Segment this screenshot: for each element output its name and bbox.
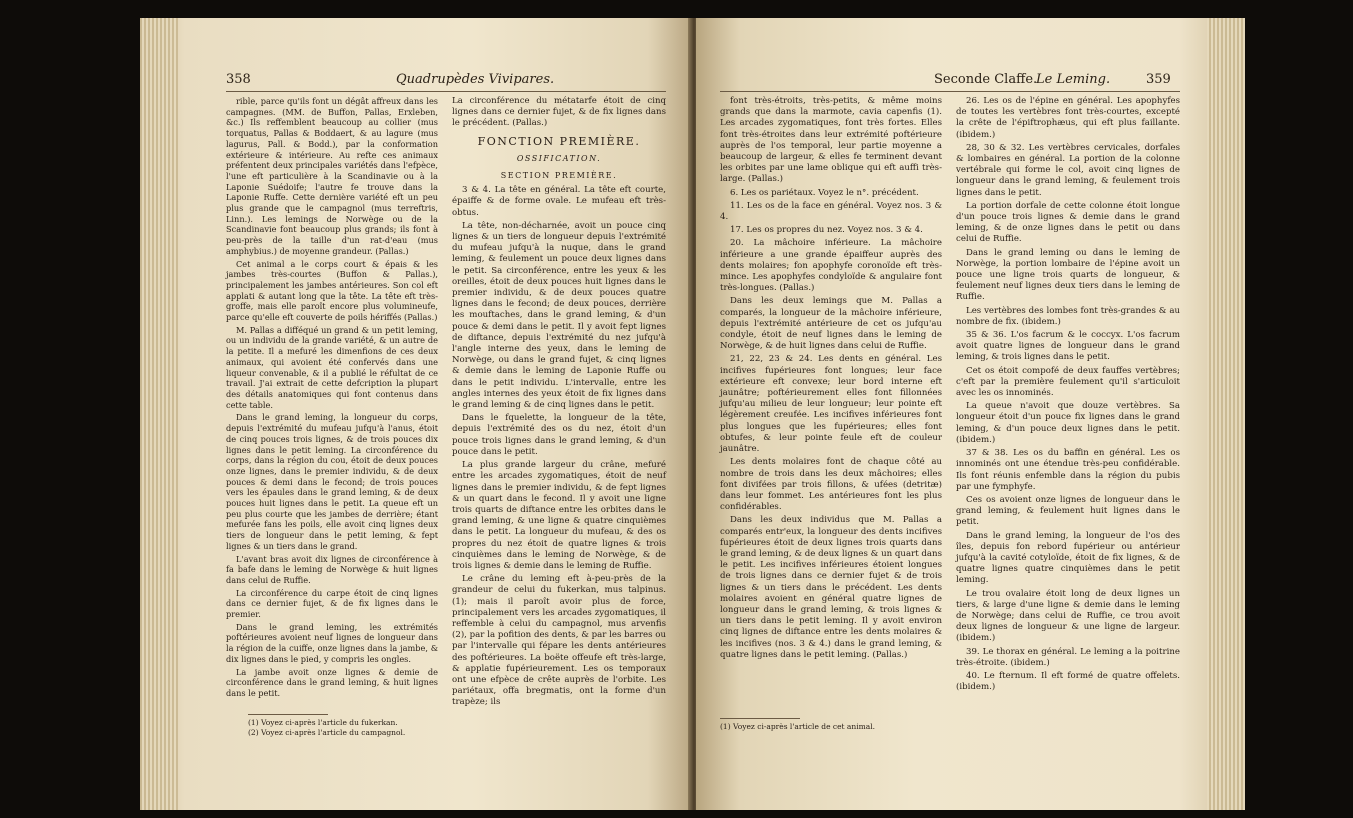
paragraph: font très-étroits, très-petits, & même moins grands que dans la marmote, cavia capenfis (1). Les arcades zygomatiques, font très fortes. Elles font très-étroites dans leur extrémité poftérieure auprès de l'os temporal, leur partie moyenne a beaucoup de largeur, & elles fe terminent devant les orbites par une lame oblique qui eft auffi très-large. (Pallas.): [720, 96, 942, 185]
paragraph: Dans le grand leming, la longueur de l'os des îles, depuis fon rebord fupérieur ou antérieur jufqu'à la cavité cotyloïde, étoit de fix lignes, & de quatre lignes quatre cinquièmes dans le petit leming.: [956, 530, 1180, 586]
paragraph: La queue n'avoit que douze vertèbres. Sa longueur étoit d'un pouce fix lignes dans le grand leming, & d'un pouce deux lignes dans le petit. (ibidem.): [956, 401, 1180, 445]
left-running-title: Quadrupèdes Vivipares.: [396, 72, 555, 87]
footnote: (2) Voyez ci-après l'article du campagnol.: [248, 727, 406, 737]
paragraph: Dans le grand leming, la longueur du corps, depuis l'extrémité du mufeau jufqu'à l'anus, étoit de cinq pouces trois lignes, & de trois pouces dix lignes dans le petit leming. La circonférence du corps, dans la région du cou, étoit de deux pouces onze lignes, dans le premier individu, & de deux pouces & demi dans le fecond; de trois pouces vers les épaules dans le grand leming, & de deux pouces huit lignes dans le petit. La queue eft un peu plus courte que les jambes de derrière; étant mefurée fans les poils, elle avoit cinq lignes deux tiers de longueur dans le petit leming, & fept lignes & un tiers dans le grand.: [226, 412, 438, 551]
left-column-1: [226, 96, 438, 701]
paragraph: La tête, non-décharnée, avoit un pouce cinq lignes & un tiers de longueur depuis l'extrémité du mufeau jufqu'à la nuque, dans le grand leming, & feulement un pouce deux lignes dans le petit. Sa circonférence, entre les yeux & les oreilles, étoit de deux pouces huit lignes dans le premier individu, & de deux pouces quatre lignes dans le fecond; de deux pouces, derrière les mouftaches, dans le grand leming, & d'un pouce & demi dans le petit. Il y avoit fept lignes de diftance, depuis l'extrémité du nez jufqu'à l'angle interne des yeux, dans le leming de Norwège, ou dans le grand fujet, & cinq lignes & demie dans le leming de Laponie Ruffe ou dans le petit individu. L'intervalle, entre les angles internes des yeux étoit de fix lignes dans le grand leming & de cinq lignes dans le petit.: [452, 220, 666, 411]
right-running-title: Le Leming.: [1036, 72, 1111, 87]
paragraph: 3 & 4. La tête en général. La tête eft courte, épaiffe & de forme ovale. Le mufeau eft très-obtus.: [452, 185, 666, 218]
left-page-edge: [140, 18, 178, 810]
right-footnote-rule: [720, 718, 800, 719]
right-column-1: [720, 96, 942, 663]
left-running-head: [226, 72, 666, 87]
paragraph: rible, parce qu'ils font un dégât affreux dans les campagnes. (MM. de Buffon, Pallas, Erxleben, &c.) Ils reffemblent beaucoup au collier (mus torquatus, Pallas & Boddaert, & au lagure (mus lagurus, Pall. & Bodd.), par la conformation extérieure & intérieure. Au refte ces animaux préfentent deux principales variétés dans l'efpèce, l'une eft particulière à la Scandinavie ou à la Laponie Suédoife; l'autre fe trouve dans la Laponie Ruffe. Cette dernière variété eft un peu plus grande que le campagnol (mus terreftris, Linn.). Les lemings de Norwège ou de la Scandinavie font beaucoup plus grands; ils font à peu-près de la taille d'un rat-d'eau (mus amphybius.) de moyenne grandeur. (Pallas.): [226, 96, 438, 256]
left-head-rule: [226, 91, 666, 92]
paragraph: Cet os étoit compofé de deux fauffes vertèbres; c'eft par la première feulement qu'il s'articuloit avec les os innominés.: [956, 365, 1180, 399]
paragraph: Le trou ovalaire étoit long de deux lignes un tiers, & large d'une ligne & demie dans le leming de Norwège; dans celui de Ruffie, ce trou avoit deux lignes de longueur & une ligne de largeur. (ibidem.): [956, 588, 1180, 644]
left-column-2: [452, 96, 666, 711]
paragraph: Les vertèbres des lombes font très-grandes & au nombre de fix. (ibidem.): [956, 305, 1180, 327]
paragraph: 37 & 38. Les os du baffin en général. Les os innominés ont une étendue très-peu confidérable. Ils font réunis enfemble dans la région du pubis par une fymphyfe.: [956, 448, 1180, 492]
paragraph: Les dents molaires font de chaque côté au nombre de trois dans les deux mâchoires; elles font divifées par trois fillons, & ufées (detritæ) dans leur fommet. Les antérieures font les plus confidérables.: [720, 457, 942, 513]
left-page: [140, 18, 692, 810]
right-page-number: 359: [1146, 72, 1171, 87]
left-page-number: 358: [226, 72, 251, 87]
left-footnote-rule: [248, 714, 328, 715]
right-page-edge: [1207, 18, 1245, 810]
paragraph: Dans les deux lemings que M. Pallas a comparés, la longueur de la mâchoire inférieure, depuis l'extrémité antérieure de cet os jufqu'au condyle, étoit de neuf lignes dans le leming de Norwège, & de huit lignes dans celui de Ruffie.: [720, 296, 942, 352]
paragraph: Dans le fquelette, la longueur de la tête, depuis l'extrémité des os du nez, étoit d'un pouce trois lignes dans le grand leming, & d'un pouce dans le petit.: [452, 413, 666, 457]
paragraph: 39. Le thorax en général. Le leming a la poitrine très-étroite. (ibidem.): [956, 646, 1180, 668]
paragraph: Le crâne du leming eft à-peu-près de la grandeur de celui du fukerkan, mus talpinus. (1); mais il paroît avoir plus de force, principalement vers les arcades zygomatiques, il reffemble à celui du campagnol, mus arvenfis (2), par la pofition des dents, & par les barres ou par l'intervalle qui fépare les dents antérieures des poftérieures. La boëte offeufe eft très-large, & applatie fupérieurement. Les os temporaux ont une efpèce de crête auprès de l'orbite. Les pariétaux, offa bregmatis, ont la forme d'un trapèze; ils: [452, 574, 666, 708]
heading-section: SECTION PREMIÈRE.: [500, 171, 618, 181]
right-page: [696, 18, 1245, 810]
paragraph: M. Pallas a difféqué un grand & un petit leming, ou un individu de la grande variété, & un autre de la petite. Il a mefuré les dimenfions de ces deux animaux, qui avoient été confervés dans une liqueur convenable, & il a publié le réfultat de ce travail. J'ai extrait de cette defcription la plupart des détails anatomiques qui font contenus dans cette table.: [226, 324, 438, 410]
left-col2-intro: La circonférence du métatarfe étoit de cinq lignes dans ce dernier fujet, & de fix lignes dans le précédent. (Pallas.): [452, 96, 666, 129]
heading-ossification: OSSIFICATION.: [516, 153, 602, 163]
paragraph: L'avant bras avoit dix lignes de circonférence à fa bafe dans le leming de Norwège & huit lignes dans celui de Ruffie.: [226, 553, 438, 585]
paragraph: Dans les deux individus que M. Pallas a comparés entr'eux, la longueur des dents incifives fupérieures étoit de deux lignes trois quarts dans le grand leming, & de deux lignes & un quart dans le petit. Les incifives inférieures étoient longues de trois lignes dans ce dernier fujet & de trois lignes & un tiers dans le précédent. Les dents molaires avoient en général quatre lignes de longueur dans le grand leming, & trois lignes & un tiers dans le petit leming. Il y avoit environ cinq lignes de diftance entre les dents molaires & les incifives (nos. 3 & 4.) dans le grand leming, & quatre lignes dans le petit leming. (Pallas.): [720, 515, 942, 660]
heading-fonction: FONCTION PREMIÈRE.: [477, 134, 641, 148]
paragraph: Dans le grand leming, les extrémités poftérieures avoient neuf lignes de longueur dans la région de la cuiffe, onze lignes dans la jambe, & dix lignes dans le pied, y compris les ongles.: [226, 621, 438, 664]
left-footnotes: [248, 718, 548, 737]
right-footnotes: [720, 722, 1020, 732]
paragraph: 20. La mâchoire inférieure. La mâchoire inférieure a une grande épaiffeur auprès des dents molaires; fon apophyfe coronoïde eft très-mince. Les apophyfes condyloïde & angulaire font très-longues. (Pallas.): [720, 238, 942, 294]
paragraph: La jambe avoit onze lignes & demie de circonférence dans le grand leming, & huit lignes dans le petit.: [226, 666, 438, 698]
footnote: (1) Voyez ci-après l'article du fukerkan.: [248, 718, 398, 727]
paragraph: 26. Les os de l'épine en général. Les apophyfes de toutes les vertèbres font très-courtes, excepté la crête de l'épiftrophæus, qui eft plus faillante. (ibidem.): [956, 96, 1180, 140]
paragraph: Dans le grand leming ou dans le leming de Norwège, la portion lombaire de l'épine avoit un pouce une ligne trois quarts de longueur, & feulement neuf lignes deux tiers dans le leming de Ruffie.: [956, 247, 1180, 303]
footnote: (1) Voyez ci-après l'article de cet animal.: [720, 722, 876, 731]
paragraph: 11. Les os de la face en général. Voyez nos. 3 & 4.: [720, 200, 942, 223]
paragraph: 6. Les os pariétaux. Voyez le n°. précédent.: [730, 187, 919, 198]
right-column-2: [956, 96, 1180, 695]
right-running-section: Seconde Claffe.: [934, 72, 1038, 87]
paragraph: La portion dorfale de cette colonne étoit longue d'un pouce trois lignes & demie dans le grand leming, & de onze lignes dans le petit ou dans celui de Ruffie.: [956, 200, 1180, 245]
paragraph: 17. Les os propres du nez. Voyez nos. 3 & 4.: [730, 225, 923, 236]
paragraph: 21, 22, 23 & 24. Les dents en général. Les incifives fupérieures font longues; leur face extérieure eft convexe; leur bord interne eft jaunâtre; poftérieurement elles font fillonnées jufqu'au milieu de leur longueur; leur pointe eft légèrement creufée. Les incifives inférieures font plus longues que les fupérieures; elles font obtufes, & leur pointe feule eft de couleur jaunâtre.: [720, 354, 942, 455]
paragraph: La circonférence du carpe étoit de cinq lignes dans ce dernier fujet, & de fix lignes dans le premier.: [226, 587, 438, 620]
paragraph: 40. Le fternum. Il eft formé de quatre offelets. (ibidem.): [956, 670, 1180, 693]
paragraph: La plus grande largeur du crâne, mefuré entre les arcades zygomatiques, étoit de neuf lignes dans le premier individu, & de fept lignes & un quart dans le fecond. Il y avoit une ligne trois quarts de diftance entre les orbites dans le grand leming, & une ligne & quatre cinquièmes dans le petit. La longueur du mufeau, & des os propres du nez étoit de quatre lignes & trois cinquièmes dans le leming de Norwège, & de trois lignes & demie dans le leming de Ruffie.: [452, 460, 666, 571]
paragraph: Cet animal a le corps court & épais & les jambes très-courtes (Buffon & Pallas.), principalement les jambes antérieures. Son col eft applati & autant long que la tête. La tête eft très-groffe, mais elle paroît encore plus volumineufe, parce qu'elle eft couverte de poils hériffés (Pallas.): [226, 258, 438, 323]
paragraph: 28, 30 & 32. Les vertèbres cervicales, dorfales & lombaires en général. La portion de la colonne vertébrale qui forme le col, avoit cinq lignes de longueur dans le grand leming, & feulement trois lignes dans le petit.: [956, 142, 1180, 198]
right-head-rule: [720, 91, 1180, 92]
paragraph: 35 & 36. L'os facrum & le coccyx. L'os facrum avoit quatre lignes de longueur dans le grand leming, & trois lignes dans le petit.: [956, 330, 1180, 363]
paragraph: Ces os avoient onze lignes de longueur dans le grand leming, & feulement huit lignes dans le petit.: [956, 494, 1180, 528]
left-col2-paragraphs: [452, 185, 666, 708]
open-book: [140, 18, 1245, 810]
